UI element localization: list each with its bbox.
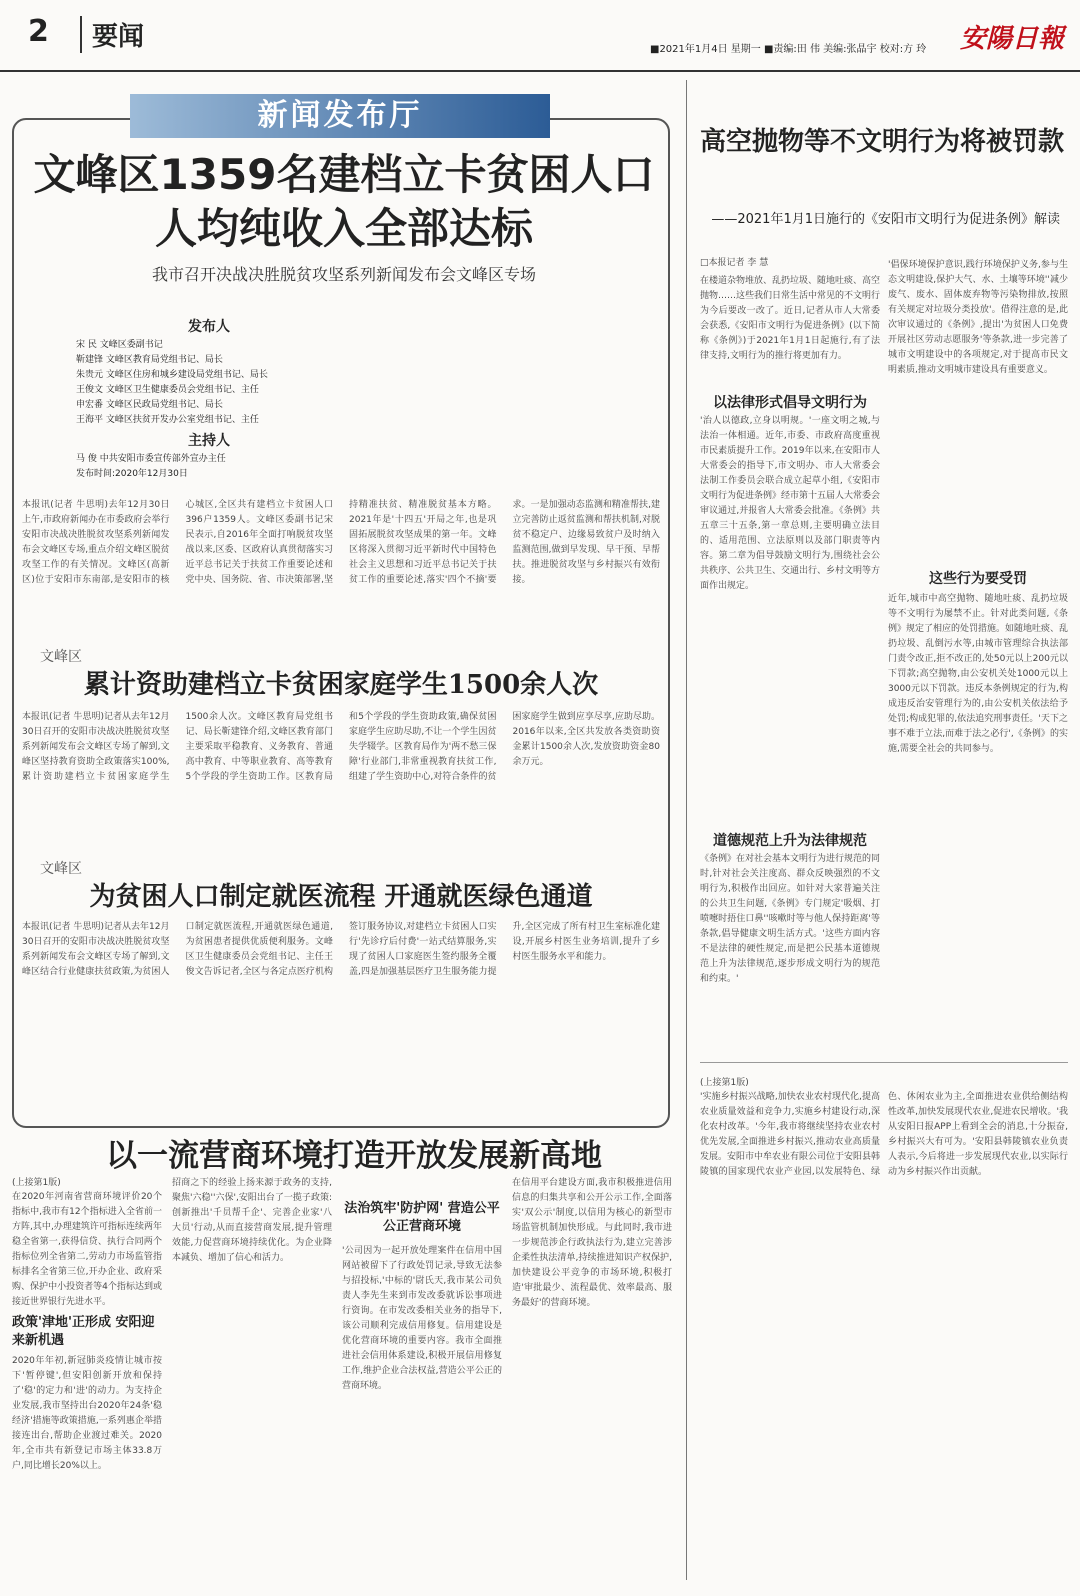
right-body-2: '治人以德政,立身以明规。'一座文明之城,与法治一体相通。近年,市委、市政府高度重视市民素质提升工作。2019年以来,在安阳市人大常委会的指导下,市文明办、市人大常委会法制工作委员会联合成立起草小组,《安阳市文明行为促进条例》经市第十五届人大常委会审议通过,并报省人大常委会批准。《条例》共五章三十五条,第一章总则,主要明确立法目的、适用范围、立法原则以及部门职责等内容。第二章为倡导鼓励文明行为,围绕社会公共秩序、公共卫生、交通出行、乡村文明等方面作出规定。 — [700, 416, 880, 591]
section-title: 要闻 — [80, 16, 144, 53]
right-section-divider — [700, 1062, 1068, 1063]
kicker-1: 文峰区 — [40, 649, 82, 665]
right-body-4: '倡保环境保护意识,践行环境保护义务,参与生态文明建设,保护大气、水、土壤等环境''减少废气、废水、固体废弃物等污染物排放,按照有关规定对垃圾分类投放'。借得注意的是,此次审议通过的《条例》,提出'为贫困人口免费开展社区劳动志愿服务'等条款,进一步完善了城市文明建设中的各项规定,对于提高市民文明素质,推动文明城市建设具有重要意义。 — [888, 260, 1068, 375]
business-headline: 以一流营商环境打造开放发展新高地 — [106, 1138, 602, 1174]
host-title: 主持人 — [188, 433, 230, 449]
masthead — [0, 0, 1080, 72]
right-body-3: 《条例》在对社会基本文明行为进行规范的同时,针对社会关注度高、群众反映强烈的不文明行为,积极作出回应。如针对大家普遍关注的公共卫生问题,《条例》专门规定'吸烟、打喷嚏时捂住口鼻''咳嗽时等与他人保持距离'等条款,倡导健康文明生活方式。'这些方面内容不是法律的硬性规定,而是把公民基本道德规范上升为法律规范,逐步形成文明行为的规范和约束。' — [700, 854, 880, 984]
publisher-item: 靳建锋 文峰区教育局党组书记、局长 — [76, 355, 223, 365]
publisher-list — [76, 314, 342, 478]
right-subhead-2: 道德规范上升为法律规范 — [713, 833, 867, 849]
page-number: 2 — [28, 14, 49, 49]
publisher-item: 王海平 文峰区扶贫开发办公室党组书记、主任 — [76, 415, 259, 425]
reporter-byline: □本报记者 李 慧 — [700, 258, 769, 268]
article-body-3: 本报讯(记者 牛思明)记者从去年12月30日召开的安阳市决战决胜脱贫攻坚系列新闻发布会文峰区专场了解到,文峰区结合行业健康扶贫政策,为贫困人口制定就医流程,开通就医绿色通道,为贫困患者提供优质便利服务。文峰区卫生健康委员会党组书记、主任王俊文告诉记者,全区与各定点医疗机构签订服务协议,对建档立卡贫困人口实行'先诊疗后付费'一站式结算服务,实现了贫困人口家庭医生签约服务全覆盖,四是加强基层医疗卫生服务能力提升,全区完成了所有村卫生室标准化建设,开展乡村医生业务培训,提升了乡村医生服务水平和能力。 — [22, 922, 660, 977]
right-body-6: '实施乡村振兴战略,加快农业农村现代化,提高农业质量效益和竞争力,实施乡村建设行动,深化农村改革。'今年,我市将继续坚持农业农村优先发展,全面推进乡村振兴,推动农业高质量发展。安阳市中牟农业有限公司位于安阳县韩陵镇的国家现代农业产业园,以发展特色、绿色、休闲农业为主,全面推进农业供给侧结构性改革,加快发展现代农业,促进农民增收。'我从安阳日报APP上看到全会的消息,十分振奋,乡村振兴大有可为。'安阳县韩陵镇农业负责人表示,今后将进一步发展现代农业,以实际行动为乡村振兴作出贡献。 — [700, 1092, 1068, 1177]
host-name: 马 俊 中共安阳市委宣传部外宣办主任 — [76, 454, 226, 464]
continued-label: (上接第1版) — [12, 1178, 61, 1188]
edition-meta: ■2021年1月4日 星期一 ■责编:田 伟 美编:张晶宇 校对:方 玲 — [650, 44, 927, 55]
newspaper-logo: 安陽日報 — [960, 24, 1065, 54]
right-subhead-3: 这些行为要受罚 — [929, 571, 1027, 587]
subhead-law: 法治筑牢'防护网' 营造公平公正营商环境 — [344, 1201, 500, 1234]
article-body-7: '公司因为一起开放处理案件在信用中国网站被留下了行政处罚记录,导致无法参与招投标,'中标的'尉氏天,我市某公司负责人李先生来到市发改委就诉讼事项进行资询。在市发改委相关业务的指导下,该公司顺利完成信用修复。信用建设是优化营商环境的重要内容。我市全面推进社会信用体系建设,积极开展信用修复工作,维护企业合法权益,营造公平公正的营商环境。 — [342, 1246, 502, 1391]
publisher-item: 申宏番 文峰区民政局党组书记、局长 — [76, 400, 223, 410]
article-body-5: 2020年年初,新冠肺炎疫情让城市按下'暂停键',但安阳创新开放和保持了'稳'的定力和'进'的动力。为支持企业发展,我市坚持出台2020年24条'稳经济'措施等政策措施,一系列惠企举措接连出台,帮助企业渡过难关。2020年,全市共有新登记市场主体33.8万户,同比增长20%以上。 — [12, 1356, 162, 1471]
right-deck: ——2021年1月1日施行的《安阳市文明行为促进条例》解读 — [711, 212, 1060, 227]
right-headline: 高空抛物等不文明行为将被罚款 — [700, 127, 1065, 157]
article-body-8: 在信用平台建设方面,我市积极推进信用信息的归集共享和公开公示工作,全面落实'双公示'制度,以信用为核心的新型市场监管机制加快形成。与此同时,我市进一步规范涉企行政执法行为,建立完善涉企柔性执法清单,持续推进知识产权保护,加快建设公平竞争的市场环境,积极打造'审批最少、流程最优、效率最高、服务最好'的营商环境。 — [512, 1178, 672, 1308]
right-body-1: 在楼道杂物堆放、乱扔垃圾、随地吐痰、高空抛物……这些我们日常生活中常见的不文明行为今后要改一改了。近日,记者从市人大常委会获悉,《安阳市文明行为促进条例》(以下简称《条例》)于2021年1月1日起施行,有了法律支持,文明行为的推行将更加有力。 — [700, 276, 880, 361]
news-release-banner: 新闻发布厅 — [130, 94, 550, 138]
publisher-item: 朱贵元 文峰区住房和城乡建设局党组书记、局长 — [76, 370, 268, 380]
release-time: 发布时间:2020年12月30日 — [76, 469, 188, 479]
headline-education: 累计资助建档立卡贫困家庭学生1500余人次 — [83, 670, 599, 700]
publisher-item: 王俊文 文峰区卫生健康委员会党组书记、主任 — [76, 385, 259, 395]
kicker-2: 文峰区 — [40, 861, 82, 877]
article-body-6: 招商之下的经验上扬来源于政务的支持,聚焦'六稳''六保',安阳出台了一揽子政策:创新推出'千员帮千企'、完善企业家'八大员'行动,从而直接营商发展,提升管理效能,力促营商环境持续优化。为企业降本减负、增加了信心和活力。 — [172, 1178, 332, 1263]
column-divider — [686, 80, 687, 1580]
right-continued-label: (上接第1版) — [700, 1078, 749, 1088]
headline-medical: 为贫困人口制定就医流程 开通就医绿色通道 — [89, 882, 593, 912]
article-body-2: 本报讯(记者 牛思明)记者从去年12月30日召开的安阳市决战决胜脱贫攻坚系列新闻发布会文峰区专场了解到,文峰区坚持教育资助全政策落实100%,累计资助建档立卡贫困家庭学生1500余人次。文峰区教育局党组书记、局长靳建锋介绍,文峰区教育部门主要采取平稳教育、义务教育、普通高中教育、中等职业教育、高等教育5个学段的学生资助工作。区教育局和5个学段的学生资助政策,确保贫困家庭学生应助尽助,不让一个学生因贫失学辍学。区教育局作为'两不愁三保障'行业部门,非常重视教育扶贫工作,组建了学生资助中心,对符合条件的贫困家庭学生做到应享尽享,应助尽助。2016年以来,全区共发放各类资助资金累计1500余人次,发放资助资金80余万元。 — [22, 712, 660, 782]
publisher-item: 宋 民 文峰区委副书记 — [76, 340, 163, 350]
article-body-1: 本报讯(记者 牛思明)去年12月30日上午,市政府新闻办在市委政府会举行安阳市决战决胜脱贫攻坚系列新闻发布会文峰区专场,重点介绍文峰区脱贫攻坚工作的有关情况。文峰区(高新区)位于安阳市东南部,是安阳市的核心城区,全区共有建档立卡贫困人口396户1359人。文峰区委副书记宋民表示,自2016年全面打响脱贫攻坚战以来,区委、区政府认真贯彻落实习近平总书记关于扶贫工作重要论述和党中央、国务院、省、市决策部署,坚持精准扶贫、精准脱贫基本方略。2021年是'十四五'开局之年,也是巩固拓展脱贫攻坚成果的第一年。文峰区将深入贯彻习近平新时代中国特色社会主义思想和习近平总书记关于扶贫工作的重要论述,落实'四个不摘'要求。一是加强动态监测和精准帮扶,建立完善防止返贫监测和帮扶机制,对脱贫不稳定户、边缘易致贫户及时纳入监测范围,做到早发现、早干预、早帮扶。推进脱贫攻坚与乡村振兴有效衔接。 — [22, 500, 660, 585]
main-headline: 文峰区1359名建档立卡贫困人口人均纯收入全部达标 — [33, 150, 655, 253]
right-subhead-1: 以法律形式倡导文明行为 — [713, 395, 867, 411]
publishers-title: 发布人 — [188, 319, 230, 335]
right-body-5: 近年,城市中高空抛物、随地吐痰、乱扔垃圾等不文明行为屡禁不止。针对此类问题,《条例》规定了相应的处罚措施。如随地吐痰、乱扔垃圾、乱倒污水等,由城市管理综合执法部门责令改正,拒不改正的,处50元以上200元以下罚款;高空抛物,由公安机关处1000元以上3000元以下罚款。违反本条例规定的行为,构成违反治安管理行为的,由公安机关依法给予处罚;构成犯罪的,依法追究刑事责任。'天下之事不难于立法,而难于法之必行',《条例》的实施,需要全社会的共同参与。 — [888, 594, 1068, 754]
article-body-4: 在2020年河南省营商环境评价20个指标中,我市有12个指标进入全省前一方阵,其中,办理建筑许可指标连续两年稳全省第一,获得信贷、执行合同两个指标位列全省第二,劳动力市场监管指标排名全省第三位,开办企业、政府采购、保护中小投资者等4个指标达到或接近世界银行先进水平。 — [12, 1192, 162, 1307]
main-subtitle: 我市召开决战决胜脱贫攻坚系列新闻发布会文峰区专场 — [151, 265, 536, 284]
subhead-policy: 政策'津地'正形成 安阳迎来新机遇 — [12, 1315, 155, 1348]
